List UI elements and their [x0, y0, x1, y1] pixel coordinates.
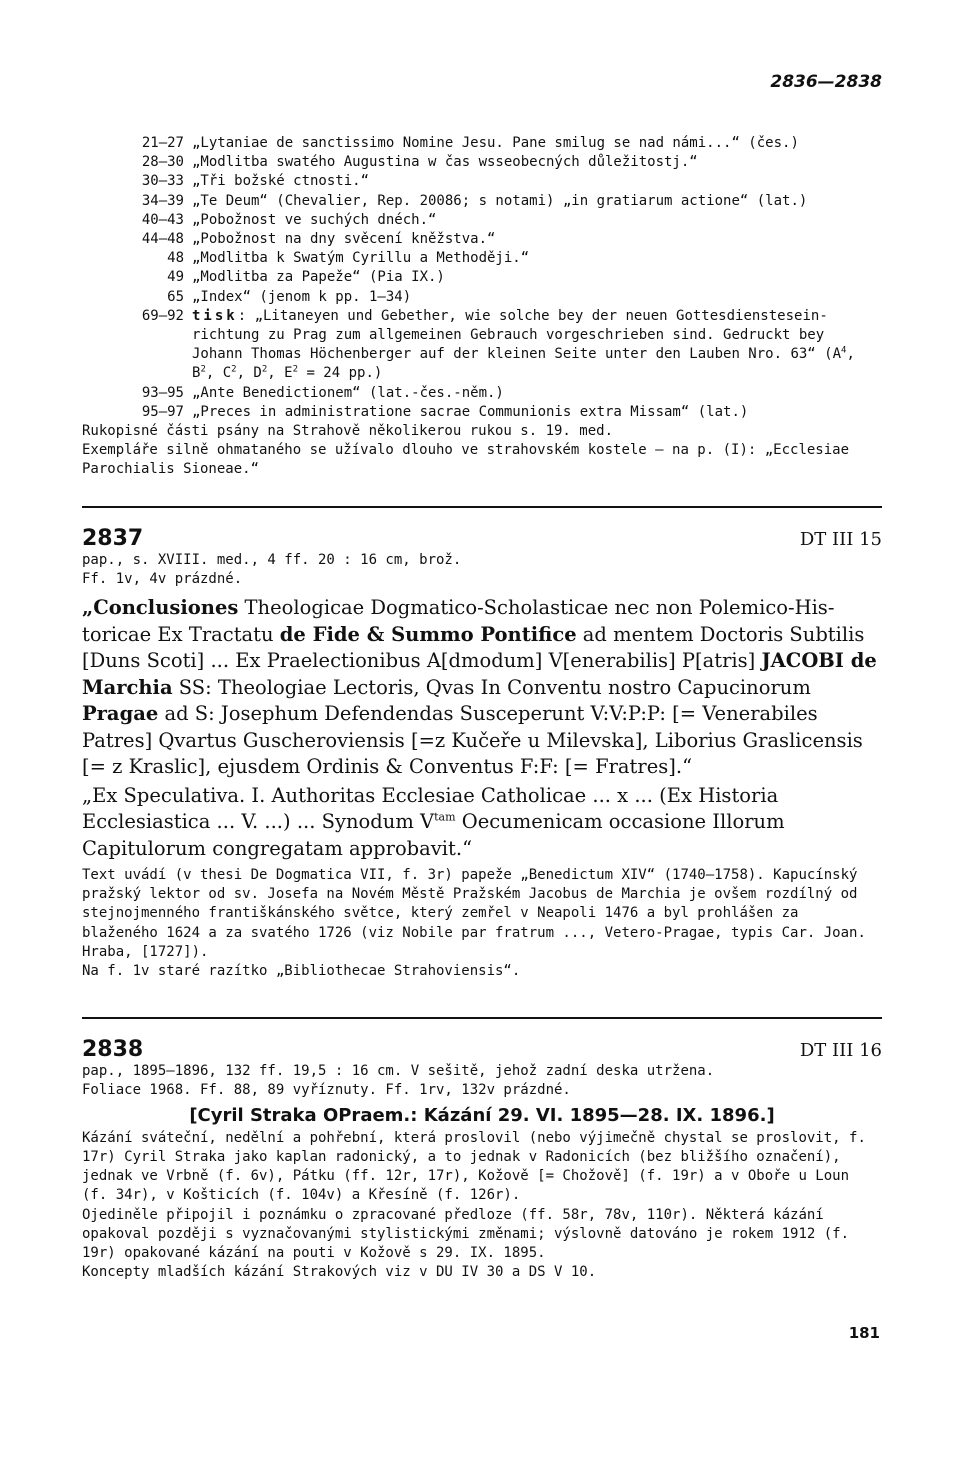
notes-2838: [82, 1129, 882, 1283]
page-range: 30—33: [141, 173, 184, 190]
shelf-mark: DT III 16: [799, 1040, 882, 1062]
tisk-text: = 24 pp.): [298, 365, 383, 382]
entry-text: „Modlitba k Swatým Cyrillu a Methoději.“: [192, 250, 530, 267]
tisk-label: tisk: [192, 307, 238, 324]
description: [82, 1062, 882, 1100]
entry-number: 2837: [82, 525, 144, 551]
page-range: 28—30: [141, 154, 184, 171]
title-bold: Pragae: [82, 702, 159, 726]
title-2837-second: [82, 783, 882, 863]
page-number: 181: [848, 1324, 880, 1342]
tisk-text: , E: [267, 365, 293, 382]
title-2837: [82, 595, 882, 781]
list-item: [82, 230, 882, 249]
list-item: [82, 307, 882, 384]
list-item: [82, 268, 882, 287]
note: Exempláře silně ohmataného se užívalo dlouho ve strahovském kostele — na p. (I): „Ecclesiae Parochialis Sioneae.“: [82, 442, 850, 478]
note: Koncepty mladších kázání Strakových viz v DU IV 30 a DS V 10.: [82, 1264, 597, 1281]
title-text: Oecumenicam occasione Illorum Capitulorum congregatam approbavit.“: [82, 810, 785, 860]
entry-header-2837: [82, 526, 882, 551]
description: [82, 551, 882, 589]
title-text: SS: Theologiae Lectoris, Qvas In Conventu nostro Capucinorum: [172, 675, 811, 699]
running-head: 2836—2838: [770, 72, 882, 92]
entry-text: „Modlitba swatého Augustina w čas wsseobecných důležitostj.“: [192, 154, 698, 171]
page-range: 49: [167, 269, 184, 286]
entry-text: „Modlitba za Papeže“ (Pia IX.): [192, 269, 445, 286]
entry-text: „Pobožnost na dny svěcení kněžstva.“: [192, 231, 496, 248]
page: [82, 72, 882, 1282]
entry-header-2838: [82, 1037, 882, 1062]
physical-description: pap., 1895—1896, 132 ff. 19,5 : 16 cm. V sešitě, jehož zadní deska utržena.: [82, 1063, 715, 1080]
page-range: 34—39: [141, 192, 184, 209]
list-item: [82, 192, 882, 211]
title-text: „Ex Speculativa. I. Authoritas Ecclesiae Catholicae ... x ... (Ex Historia Ecclesiastica ... V. ...) ... Synodum V: [82, 783, 779, 834]
tisk-text: , D: [236, 365, 262, 382]
title-text: ad S: Josephum Defendendas Susceperunt V:V:P:P: [= Venerabiles Patres] Qvartus Guscheroviensis [=z Kučeře u Milevska], Liborius Graslicensis [= z Kraslic], ejusdem Ordinis & Conventus F:F: [= Fratres].“: [82, 702, 863, 779]
entry-text: „Te Deum“ (Chevalier, Rep. 20086; s notami) „in gratiarum actione“ (lat.): [192, 192, 808, 209]
list-item: [82, 384, 882, 403]
entry-text: „Ante Benedictionem“ (lat.-čes.-něm.): [192, 384, 504, 401]
entry-text: „Preces in administratione sacrae Communionis extra Missam“ (lat.): [192, 403, 749, 420]
title-text: Theologicae Dogmatico-Scholasticae nec non Polemico-Historicae Ex Tractatu: [82, 596, 835, 646]
page-range: 93—95: [141, 384, 184, 401]
divider: [82, 506, 882, 508]
entry-number: 2838: [82, 1037, 144, 1063]
superscript: 2: [292, 364, 299, 375]
list-item: [82, 211, 882, 230]
page-range: 95—97: [141, 403, 184, 420]
page-range: 65: [167, 288, 184, 305]
entry-text: „Lytaniae de sanctissimo Nomine Jesu. Pane smilug se nad námi...“ (čes.): [192, 135, 799, 151]
list-item: [82, 288, 882, 307]
physical-description: Foliace 1968. Ff. 88, 89 vyříznuty. Ff. 1rv, 132v prázdné.: [82, 1082, 571, 1099]
page-range: 48: [167, 250, 184, 267]
tisk-text: , C: [205, 365, 232, 382]
list-item: [82, 134, 882, 153]
note: Ojediněle připojil i poznámku o zpracované předloze (ff. 58r, 78v, 110r). Některá kázání opakoval později s vyznačovanými stylistickými změnami; výslovně datováno je rokem 1912 (f. 19r) opakované kázání na pouti v Kožově s 29. IX. 1895.: [82, 1206, 850, 1261]
list-item: [82, 172, 882, 191]
list-item: [82, 403, 882, 422]
superscript: 4: [841, 345, 847, 356]
note: Text uvádí (v thesi De Dogmatica VII, f. 3r) papeže „Benedictum XIV“ (1740—1758). Kapucínský pražský lektor od sv. Josefa na Novém Městě Pražském Jacobus de Marchia je ovšem rozdílný od stejnojmenného františkánského světce, který zemřel v Neapoli 1476 a byl prohlášen za blaženého 1624 a za svatého 1726 (viz Nobile par fratrum ..., Vetero-Pragae, typis Car. Joan. Hraba, [1727]).: [82, 867, 866, 960]
entry-text: „Pobožnost ve suchých dnéch.“: [192, 211, 437, 228]
note: Rukopisné části psány na Strahově několikerou rukou s. 19. med.: [82, 423, 614, 440]
contents-2836: [82, 134, 882, 480]
list-item: [82, 153, 882, 172]
note: Kázání sváteční, nedělní a pohřební, která proslovil (nebo výjimečně chystal se proslovit, f. 17r) Cyril Straka jako kaplan radonický, a to jednak v Radonicích (bez bližšího označení), jednak ve Vrbně (f. 6v), Pátku (ff. 12r, 17r), Kožově [= Chožově] (f. 19r) a v Oboře u Loun (f. 34r), v Košticích (f. 104v) a Křesíně (f. 126r).: [82, 1129, 866, 1204]
title-bold: JACOBI de Marchia: [82, 649, 877, 699]
superscript: 2: [261, 364, 268, 375]
superscript: tam: [434, 810, 456, 824]
divider: [82, 1017, 882, 1019]
tisk-text: : „Litaneyen und Gebether, wie solche bey der neuen Gottesdiensteseinrichtung zu Prag zum allgemeinen Gebrauch vorgeschrieben sind. Gedruckt bey Johann Thomas Höchenberger auf der kleinen Seite unter den Lauben Nro. 63“ (A: [192, 307, 842, 363]
page-range: 21—27: [141, 135, 184, 151]
superscript: 2: [200, 364, 206, 375]
entry-text: [192, 307, 882, 384]
title-2838: [Cyril Straka OPraem.: Kázání 29. VI. 1895—28. IX. 1896.]: [189, 1104, 775, 1126]
page-range: 69—92: [141, 307, 184, 324]
list-item: [82, 249, 882, 268]
page-range: 40—43: [141, 211, 184, 228]
superscript: 2: [231, 364, 237, 375]
title-bold: de Fide & Summo Pontifice: [279, 622, 577, 646]
title-text: ad mentem Doctoris Subtilis [Duns Scoti] ... Ex Praelectionibus A[dmodum] V[enerabilis] P[atris]: [82, 622, 865, 673]
page-range: 44—48: [141, 231, 184, 248]
title-bold: „Conclusiones: [82, 596, 239, 620]
tisk-text: , B: [192, 346, 855, 382]
notes-2837: [82, 866, 882, 981]
entry-text: „Tři božské ctnosti.“: [192, 173, 370, 190]
physical-description: Ff. 1v, 4v prázdné.: [82, 570, 243, 587]
entry-text: „Index“ (jenom k pp. 1—34): [192, 288, 412, 305]
physical-description: pap., s. XVIII. med., 4 ff. 20 : 16 cm, brož.: [82, 551, 462, 568]
note: Na f. 1v staré razítko „Bibliothecae Strahoviensis“.: [82, 963, 521, 980]
shelf-mark: DT III 15: [799, 528, 882, 550]
